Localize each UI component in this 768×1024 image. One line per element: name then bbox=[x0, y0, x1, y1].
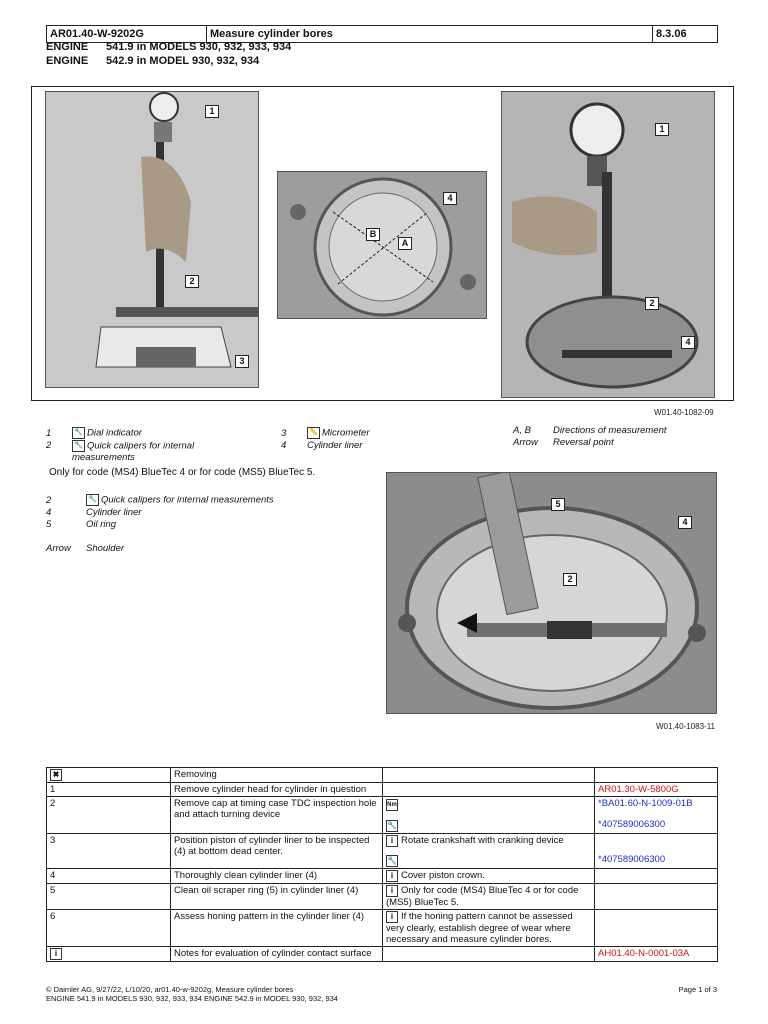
callout-2-right: 2 bbox=[645, 297, 659, 310]
callout-2-fig2: 2 bbox=[563, 573, 577, 586]
legend-1-col-3 bbox=[513, 425, 723, 449]
engine-line-2: ENGINE 542.9 in MODEL 930, 932, 934 bbox=[46, 55, 260, 67]
steps-table bbox=[46, 767, 718, 962]
legend-item: A, B Directions of measurement bbox=[513, 425, 667, 436]
info-icon: i bbox=[386, 870, 398, 882]
callout-5: 5 bbox=[551, 498, 565, 511]
reference-link[interactable]: AH01.40-N-0001-03A bbox=[598, 948, 690, 959]
reference-link[interactable]: *BA01.60-N-1009-01B bbox=[598, 798, 693, 809]
figure-2-id: W01.40-1083-11 bbox=[656, 722, 715, 731]
reference-link[interactable]: *407589006300 bbox=[598, 819, 666, 830]
legend-item: 3 📏 Micrometer bbox=[281, 427, 370, 439]
callout-1-right: 1 bbox=[655, 123, 669, 136]
table-row: 6 Assess honing pattern in the cylinder liner (4) i If the honing pattern cannot be assessed very clearly, establish degree of wear where necessary and measure cylinder bores. bbox=[47, 910, 718, 947]
torque-icon: Nm bbox=[386, 799, 398, 811]
legend-2 bbox=[46, 494, 366, 555]
tool-icon: 🔧 bbox=[86, 494, 99, 506]
legend-1-col-2 bbox=[281, 427, 481, 452]
doc-id: AR01.40-W-9202G bbox=[47, 26, 207, 42]
table-row: 5 Clean oil scraper ring (5) in cylinder liner (4) i Only for code (MS4) BlueTec 4 or for code (MS5) BlueTec 5. bbox=[47, 884, 718, 910]
table-row: 1 Remove cylinder head for cylinder in question AR01.30-W-5800G bbox=[47, 783, 718, 797]
micrometer-icon: 📏 bbox=[307, 427, 320, 439]
legend-item: 2 🔧 Quick calipers for internal measurements bbox=[46, 439, 195, 464]
callout-3: 3 bbox=[235, 355, 249, 368]
engine-line-1: ENGINE 541.9 in MODELS 930, 932, 933, 934 bbox=[46, 41, 292, 53]
callout-4-right: 4 bbox=[681, 336, 695, 349]
callout-4-center: 4 bbox=[443, 192, 457, 205]
callout-4-fig2: 4 bbox=[678, 516, 692, 529]
legend-item: 4 Cylinder liner bbox=[281, 439, 363, 451]
footer-line-1: © Daimler AG, 9/27/22, L/10/20, ar01.40-w-9202g, Measure cylinder bores bbox=[46, 985, 294, 994]
table-row bbox=[47, 768, 718, 783]
info-icon: i bbox=[386, 835, 398, 847]
photo-illustration bbox=[502, 92, 714, 397]
callout-1-left: 1 bbox=[205, 105, 219, 118]
info-icon: i bbox=[50, 948, 62, 960]
photo-dial-gauge-micrometer bbox=[45, 91, 259, 388]
tool-icon: 🔧 bbox=[387, 821, 397, 830]
info-icon: i bbox=[386, 885, 398, 897]
table-row: 2 Remove cap at timing case TDC inspection hole and attach turning device Nm 🔧 *BA01.60-N-1009-01B *407589006300 bbox=[47, 797, 718, 834]
legend-item: 5 Oil ring bbox=[46, 518, 117, 530]
photo-illustration bbox=[46, 92, 258, 387]
section-header: Removing bbox=[171, 768, 383, 783]
legend-item: Arrow Shoulder bbox=[46, 542, 125, 554]
legend-item: 4 Cylinder liner bbox=[46, 506, 142, 518]
tool-icon: 🔧 bbox=[72, 440, 85, 452]
legend-item: Arrow Reversal point bbox=[513, 437, 614, 448]
reference-link[interactable]: AR01.30-W-5800G bbox=[598, 784, 679, 795]
tool-icon: 🔧 bbox=[72, 427, 85, 439]
table-row: 4 Thoroughly clean cylinder liner (4) i Cover piston crown. bbox=[47, 869, 718, 884]
callout-A: A bbox=[398, 237, 412, 250]
table-row: i Notes for evaluation of cylinder contact surface AH01.40-N-0001-03A bbox=[47, 947, 718, 962]
info-icon: i bbox=[386, 911, 398, 923]
reference-link[interactable]: *407589006300 bbox=[598, 854, 666, 865]
figure-1-id: W01.40-1082-09 bbox=[654, 408, 714, 417]
page-number: Page 1 of 3 bbox=[678, 985, 717, 994]
note-ms4: Only for code (MS4) BlueTec 4 or for code (MS5) BlueTec 5. bbox=[49, 467, 316, 478]
footer-line-2: ENGINE 541.9 in MODELS 930, 932, 933, 934 ENGINE 542.9 in MODEL 930, 932, 934 bbox=[46, 994, 338, 1003]
callout-B: B bbox=[366, 228, 380, 241]
legend-1-col-1 bbox=[46, 427, 276, 464]
legend-item: 2 🔧 Quick calipers for internal measurements bbox=[46, 494, 274, 506]
table-row: 3 Position piston of cylinder liner to be inspected (4) at bottom dead center. i Rotate crankshaft with cranking device 🔧 *407589006300 bbox=[47, 834, 718, 869]
photo-bore-measurement bbox=[501, 91, 715, 398]
doc-date: 8.3.06 bbox=[656, 28, 687, 40]
removing-icon: ✖ bbox=[47, 768, 171, 783]
tool-icon: 🔧 bbox=[387, 856, 397, 865]
legend-item: 1 🔧 Dial indicator bbox=[46, 427, 142, 439]
callout-2-left: 2 bbox=[185, 275, 199, 288]
doc-title: Measure cylinder bores bbox=[207, 26, 653, 42]
footer bbox=[46, 985, 717, 1003]
